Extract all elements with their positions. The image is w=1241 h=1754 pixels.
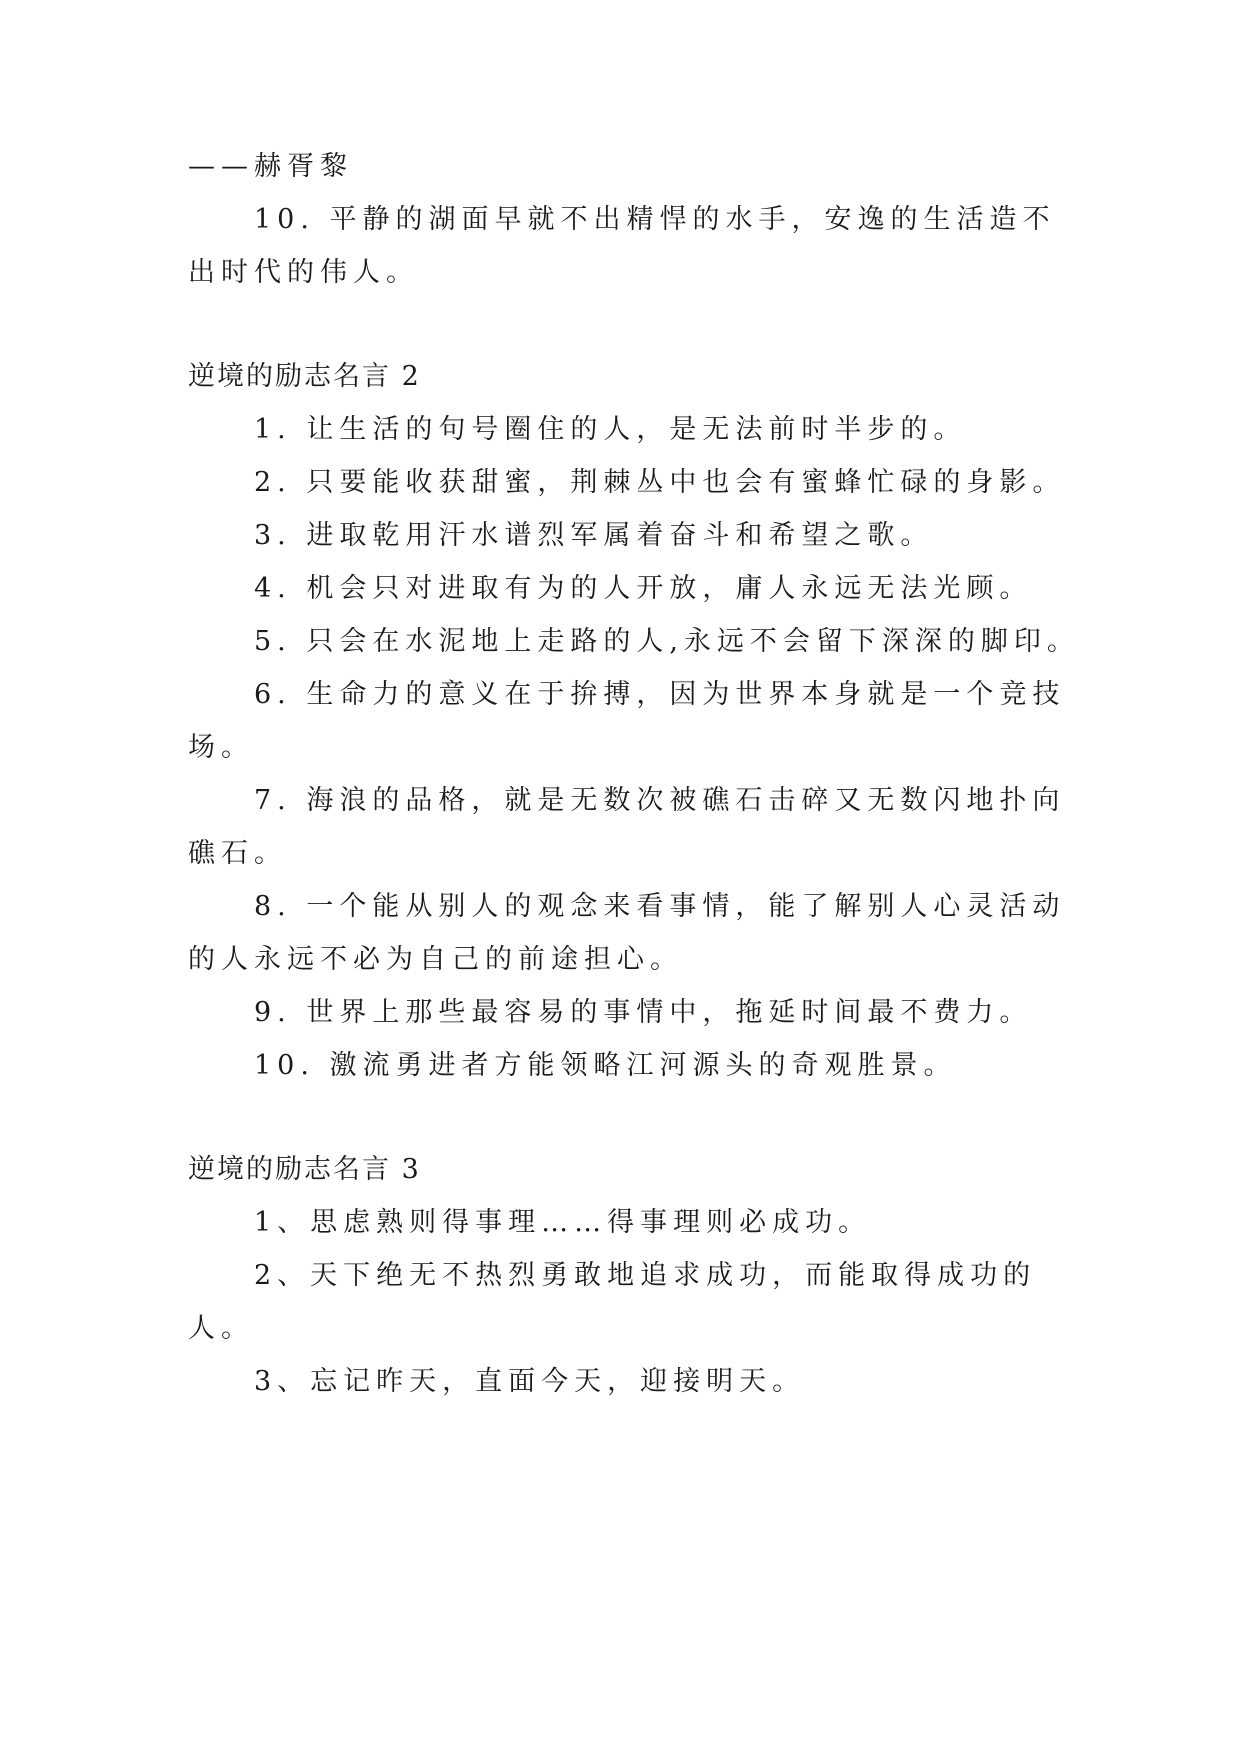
section2-item-7-line-1: 7. 海浪的品格，就是无数次被礁石击碎又无数闪地扑向 [254,785,1066,816]
attribution: ——赫胥黎 [188,151,353,182]
section2-item-8-line-1: 8. 一个能从别人的观念来看事情，能了解别人心灵活动 [254,891,1066,922]
section2-item-2: 2. 只要能收获甜蜜，荆棘丛中也会有蜜蜂忙碌的身影。 [254,467,1066,498]
section2-item-9: 9. 世界上那些最容易的事情中，拖延时间最不费力。 [254,997,1033,1028]
section3-item-2-line-2: 人。 [188,1313,254,1344]
section2-item-3: 3. 进取乾用汗水谱烈军属着奋斗和希望之歌。 [254,520,934,551]
section2-item-1: 1. 让生活的句号圈住的人，是无法前时半步的。 [254,414,967,445]
section2-item-8-line-2: 的人永远不必为自己的前途担心。 [188,944,683,975]
section-heading-2: 逆境的励志名言 2 [188,361,421,392]
section2-item-7-line-2: 礁石。 [188,838,287,869]
quote-10-line-2: 出时代的伟人。 [188,257,419,288]
quote-10-line-1: 10. 平静的湖面早就不出精悍的水手，安逸的生活造不 [254,204,1056,235]
section2-item-6-line-2: 场。 [188,732,254,763]
section-heading-3: 逆境的励志名言 3 [188,1154,421,1185]
section2-item-10: 10. 激流勇进者方能领略江河源头的奇观胜景。 [254,1050,957,1081]
section3-item-3: 3、忘记昨天，直面今天，迎接明天。 [254,1366,806,1397]
section3-item-2-line-1: 2、天下绝无不热烈勇敢地追求成功，而能取得成功的 [254,1260,1037,1291]
section2-item-5: 5. 只会在水泥地上走路的人,永远不会留下深深的脚印。 [254,626,1080,657]
section2-item-4: 4. 机会只对进取有为的人开放，庸人永远无法光顾。 [254,573,1033,604]
section3-item-1: 1、思虑熟则得事理……得事理则必成功。 [254,1207,872,1238]
section2-item-6-line-1: 6. 生命力的意义在于拚搏，因为世界本身就是一个竞技 [254,679,1066,710]
